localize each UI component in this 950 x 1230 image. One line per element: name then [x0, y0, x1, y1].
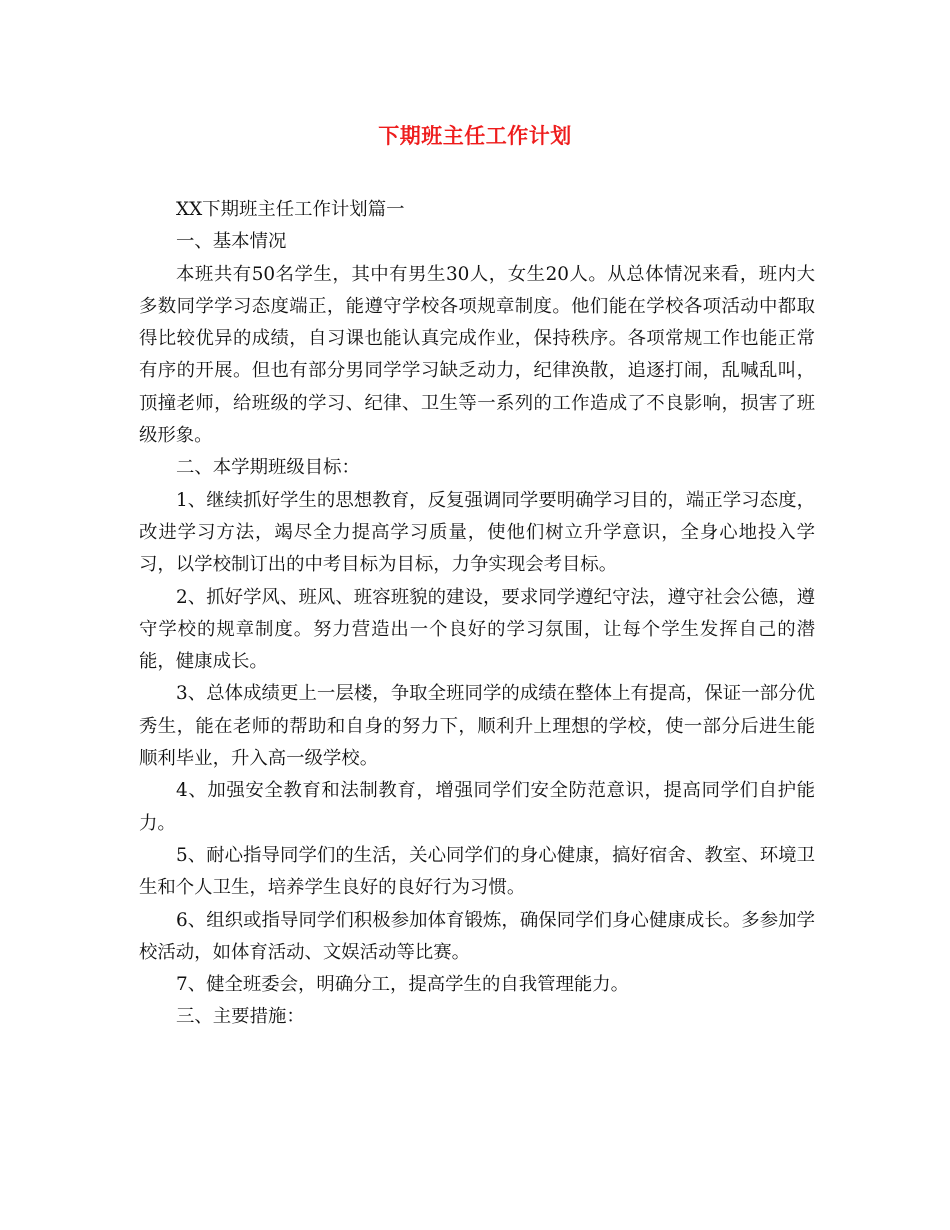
section-heading-goals: 二、本学期班级目标：	[176, 457, 360, 479]
goal-item-4: 4、加强安全教育和法制教育，增强同学们安全防范意识，提高同学们自护能力。	[139, 780, 815, 834]
document-title: 下期班主任工作计划	[378, 124, 572, 148]
goal-item-2: 2、抓好学风、班风、班容班貌的建设，要求同学遵纪守法，遵守社会公德，遵守学校的规章制度。努力营造出一个良好的学习氛围，让每个学生发挥自己的潜能，健康成长。	[139, 586, 815, 673]
goal-item-7: 7、健全班委会，明确分工，提高学生的自我管理能力。	[176, 974, 630, 996]
section-heading-plan: XX下期班主任工作计划篇一	[176, 199, 405, 220]
section-heading-basic: 一、基本情况	[176, 231, 287, 253]
goal-item-1: 1、继续抓好学生的思想教育，反复强调同学要明确学习目的，端正学习态度，改进学习方法，竭尽全力提高学习质量，使他们树立升学意识，全身心地投入学习，以学校制订出的中考目标为目标，力争实现会考目标。	[139, 489, 815, 576]
goal-item-6: 6、组织或指导同学们积极参加体育锻炼，确保同学们身心健康成长。多参加学校活动，如体育活动、文娱活动等比赛。	[139, 909, 815, 963]
document-body	[139, 194, 815, 1034]
goal-item-3: 3、总体成绩更上一层楼，争取全班同学的成绩在整体上有提高，保证一部分优秀生，能在老师的帮助和自身的努力下，顺利升上理想的学校，使一部分后进生能顺利毕业，升入高一级学校。	[139, 683, 815, 770]
section-heading-measures: 三、主要措施：	[176, 1006, 305, 1028]
goal-item-5: 5、耐心指导同学们的生活，关心同学们的身心健康，搞好宿舍、教室、环境卫生和个人卫生，培养学生良好的良好行为习惯。	[139, 844, 815, 899]
paragraph-basic-situation: 本班共有50名学生，其中有男生30人，女生20人。从总体情况来看，班内大多数同学学习态度端正，能遵守学校各项规章制度。他们能在学校各项活动中都取得比较优异的成绩，自习课也能认真完成作业，保持秩序。各项常规工作也能正常有序的开展。但也有部分男同学学习缺乏动力，纪律涣散，追逐打闹，乱喊乱叫，顶撞老师，给班级的学习、纪律、卫生等一系列的工作造成了不良影响，损害了班级形象。	[139, 263, 815, 447]
